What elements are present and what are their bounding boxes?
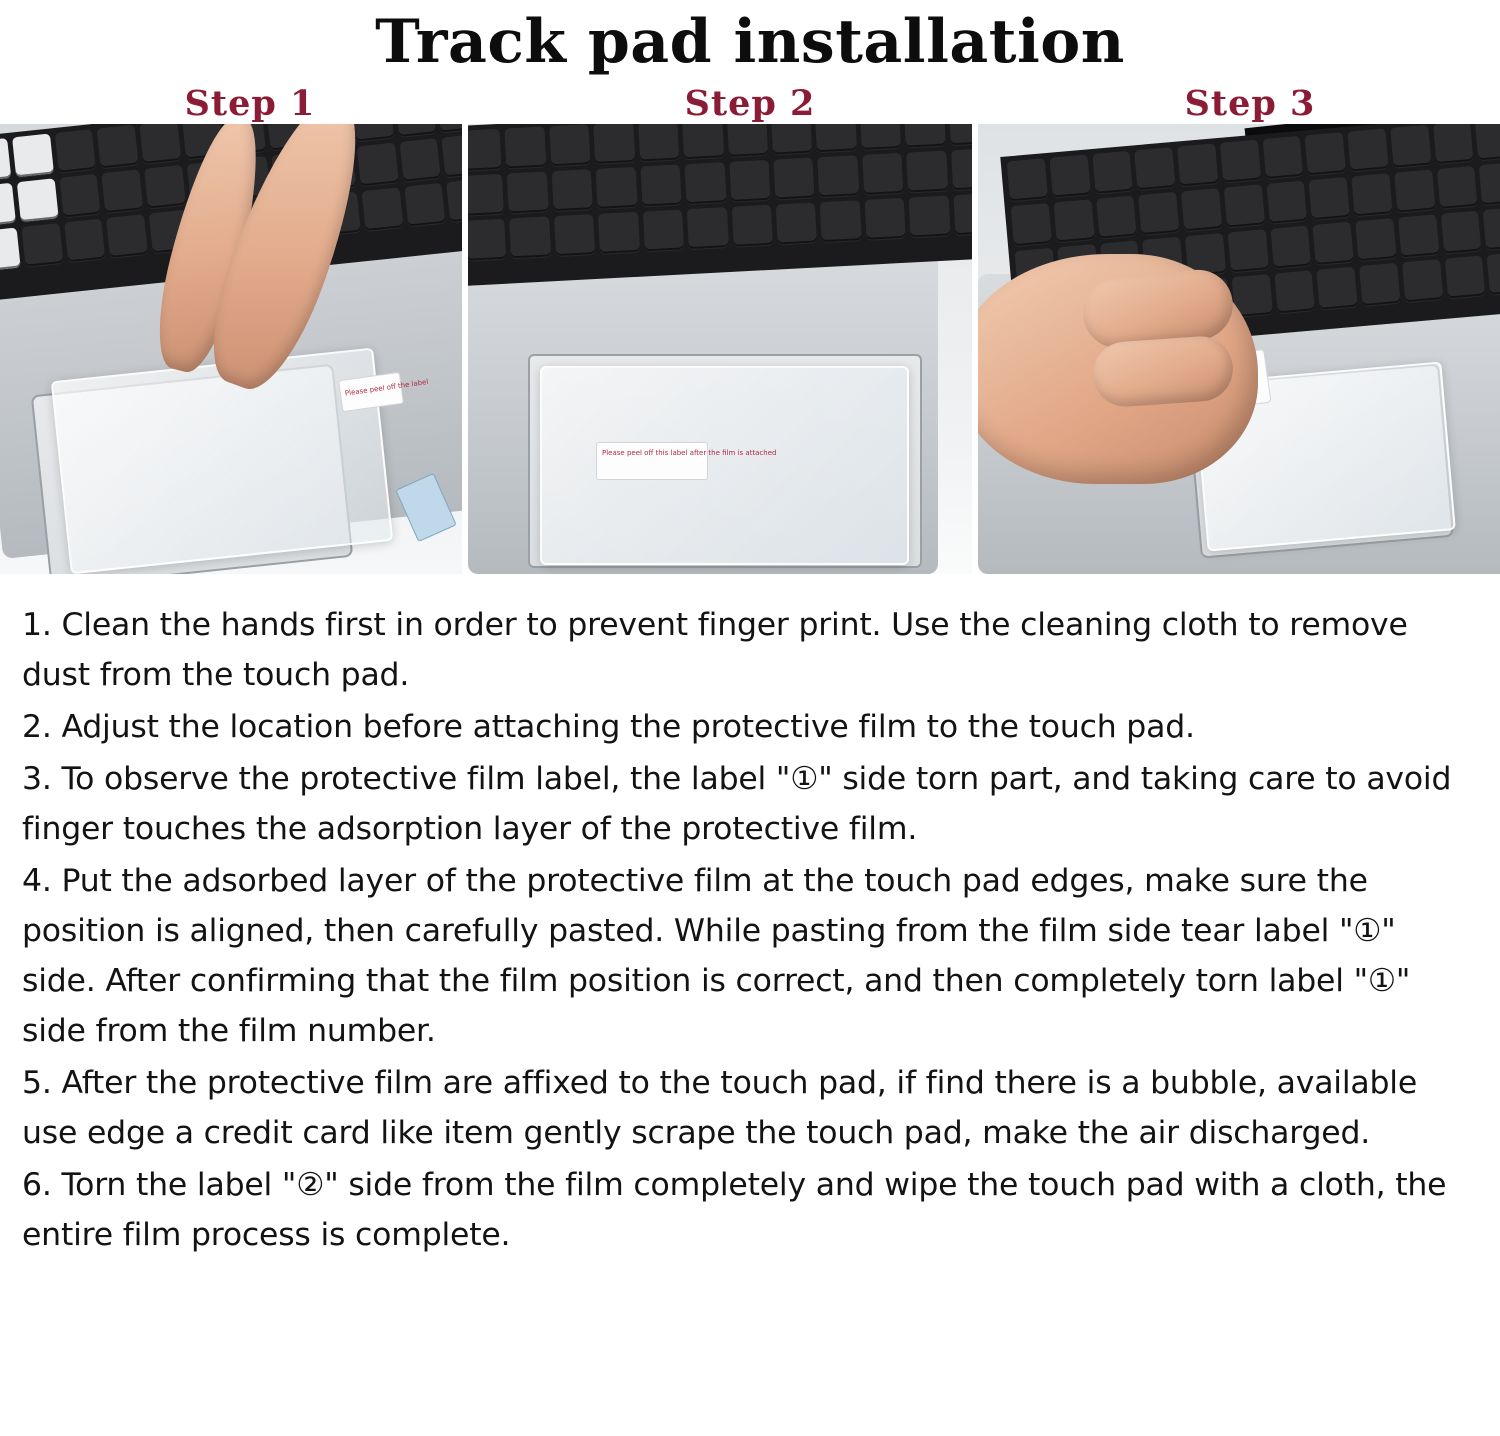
film-tab-text-1: Please peel off the label — [344, 377, 429, 398]
step-label-3: Step 3 — [1184, 83, 1316, 124]
instruction-item-3: 3. To observe the protective film label, the label "①" side torn part, and taking care to avoid finger touches the adsorption layer of the protective film. — [22, 761, 1452, 847]
step-label-1: Step 1 — [184, 83, 316, 124]
instruction-item-4: 4. Put the adsorbed layer of the protective film at the touch pad edges, make sure the position is aligned, then carefully pasted. While pasting from the film side tear label "①" side. After confirming that the film position is correct, and then completely torn label "①" side from the film number. — [22, 863, 1411, 1049]
step-photos-strip — [0, 124, 1500, 574]
step-label-2: Step 2 — [684, 83, 816, 124]
page-title: Track pad installation — [375, 7, 1125, 77]
instructions-list — [0, 574, 1500, 1272]
finger-middle — [1091, 334, 1235, 409]
instruction-sheet — [0, 8, 1500, 1436]
instruction-item-5: 5. After the protective film are affixed to the touch pad, if find there is a bubble, available use edge a credit card like item gently scrape the touch pad, make the air discharged. — [22, 1065, 1418, 1151]
step-2-photo — [468, 124, 972, 574]
instruction-item-2: 2. Adjust the location before attaching the protective film to the touch pad. — [22, 709, 1195, 745]
step-1-photo — [0, 124, 462, 574]
film-tab-text-2: Please peel off this label after the film is attached — [602, 449, 777, 457]
instruction-item-1: 1. Clean the hands first in order to prevent finger print. Use the cleaning cloth to remove dust from the touch pad. — [22, 607, 1408, 693]
film-tab-label-2 — [596, 442, 777, 480]
step-labels-row — [0, 83, 1500, 124]
instruction-item-6: 6. Torn the label "②" side from the film completely and wipe the touch pad with a cloth, the entire film process is complete. — [22, 1167, 1447, 1253]
step-3-photo — [978, 124, 1500, 574]
